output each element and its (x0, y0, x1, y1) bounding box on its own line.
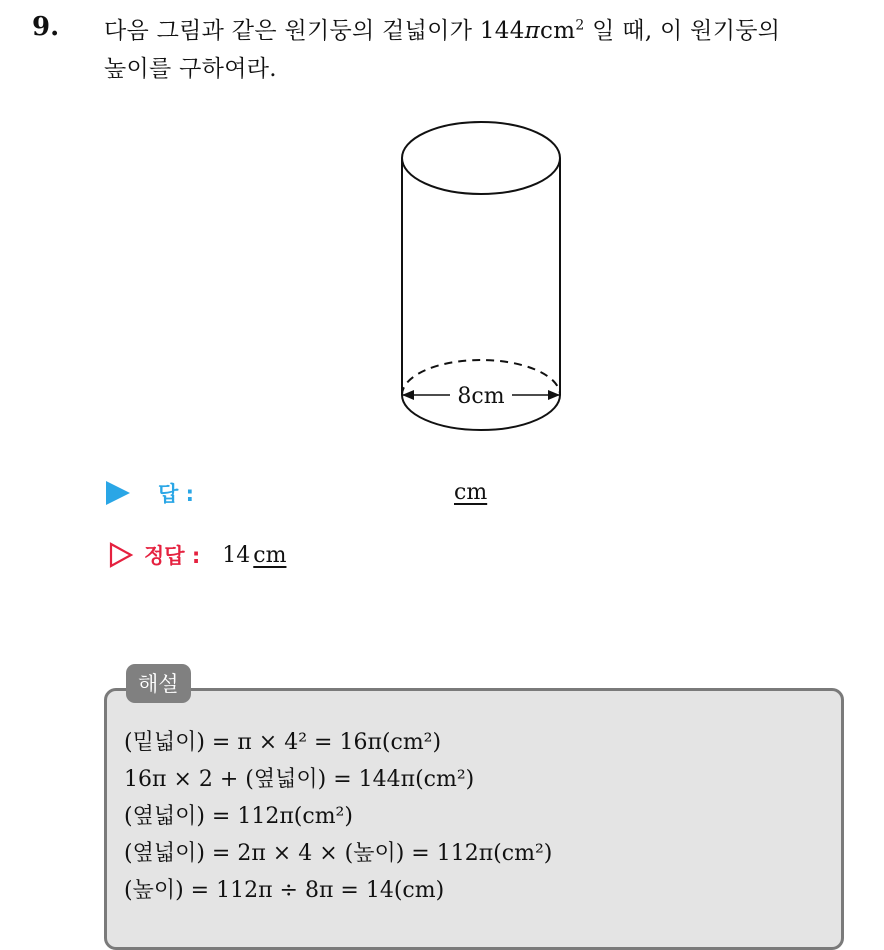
correct-answer-row (108, 540, 286, 570)
question-text (104, 12, 864, 88)
question-text-line2: 높이를 구하여라. (104, 56, 277, 82)
answer-row (106, 478, 194, 508)
answer-triangle-icon (106, 481, 130, 505)
explanation-line: (옆넓이) = 112π(cm²) (124, 804, 353, 829)
question-unit: cm (540, 18, 576, 44)
question-number: 9. (32, 12, 60, 42)
explanation-tab: 해설 (126, 664, 191, 703)
answer-label: 답 : (158, 482, 194, 506)
question-text-part: 다음 그림과 같은 원기둥의 겉넓이가 144 (104, 18, 525, 44)
correct-value: 14 (222, 542, 251, 568)
explanation-line: (옆넓이) = 2π × 4 × (높이) = 112π(cm²) (124, 841, 553, 866)
correct-triangle-outline-icon (108, 542, 134, 568)
cylinder-top-ellipse (402, 122, 560, 194)
explanation-line: (밑넓이) = π × 4² = 16π(cm²) (124, 730, 442, 755)
cylinder-figure (388, 120, 578, 440)
diameter-label: 8cm (457, 384, 505, 409)
explanation-lines (124, 724, 552, 909)
explanation-line: 16π × 2 + (옆넓이) = 144π(cm²) (124, 767, 475, 792)
correct-label: 정답 : (144, 544, 201, 568)
explanation-line: (높이) = 112π ÷ 8π = 14(cm) (124, 878, 445, 903)
answer-unit: cm (454, 480, 488, 505)
question-text-part: 일 때, 이 원기둥의 (584, 18, 781, 44)
question-unit-exponent: 2 (575, 17, 585, 34)
correct-unit: cm (253, 542, 287, 568)
pi-symbol: π (524, 18, 541, 44)
